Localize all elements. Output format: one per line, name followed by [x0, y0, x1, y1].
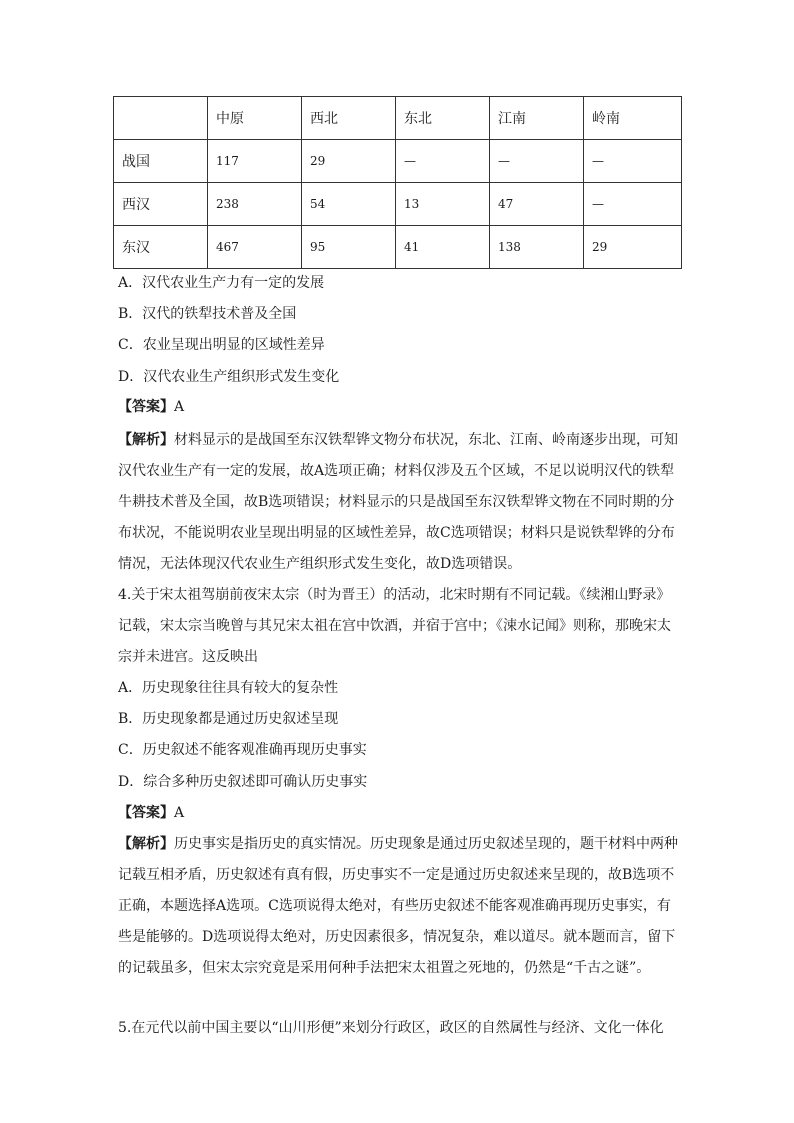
table-cell: 117	[208, 140, 302, 183]
table-cell: 238	[208, 183, 302, 226]
answer-value: A	[174, 399, 185, 415]
table-cell: —	[584, 140, 682, 183]
q3-option-b: B．汉代的铁犁技术普及全国	[118, 306, 297, 322]
table-row	[114, 183, 682, 226]
q4-option-a: A．历史现象往往具有较大的复杂性	[118, 680, 339, 696]
q3-option-c: C．农业呈现出明显的区域性差异	[118, 337, 325, 353]
answer-label: 【答案】	[118, 805, 174, 821]
table-header-cell: 江南	[490, 97, 584, 140]
table-header-cell: 东北	[396, 97, 490, 140]
stem-line: 5.在元代以前中国主要以“山川形便”来划分行政区，政区的自然属性与经济、文化一体化	[118, 1020, 664, 1036]
q4-option-d: D．综合多种历史叙述即可确认历史事实	[118, 774, 368, 790]
table-cell: —	[584, 183, 682, 226]
iron-plough-distribution-table	[113, 96, 682, 269]
table-header-cell: 中原	[208, 97, 302, 140]
table-cell: 467	[208, 226, 302, 269]
q4-option-c: C．历史叙述不能客观准确再现历史事实	[118, 742, 367, 758]
analysis-label: 【解析】	[118, 432, 174, 448]
table-cell: 13	[396, 183, 490, 226]
answer-value: A	[174, 805, 185, 821]
table-cell: 95	[302, 226, 396, 269]
stem-line: 4.关于宋太祖驾崩前夜宋太宗（时为晋王）的活动，北宋时期有不同记载。《续湘山野录》	[118, 587, 671, 603]
table-row	[114, 226, 682, 269]
analysis-line: 的记载虽多，但宋太宗究竟是采用何种手法把宋太祖置之死地的，仍然是“千古之谜”。	[118, 960, 651, 976]
analysis-line: 牛耕技术普及全国，故B选项错误；材料显示的只是战国至东汉铁犁铧文物在不同时期的分	[118, 494, 675, 510]
table-cell: —	[396, 140, 490, 183]
stem-line: 宗并未进宫。这反映出	[118, 649, 258, 665]
table-cell: —	[490, 140, 584, 183]
table-row	[114, 140, 682, 183]
table-header-cell: 西北	[302, 97, 396, 140]
analysis-line: 正确，本题选择A选项。C选项说得太绝对，有些历史叙述不能客观准确再现历史事实，有	[118, 898, 671, 914]
q4-analysis	[118, 829, 678, 984]
table-cell: 41	[396, 226, 490, 269]
q3-option-a: A．汉代农业生产力有一定的发展	[118, 275, 325, 291]
table-cell: 138	[490, 226, 584, 269]
analysis-label: 【解析】	[118, 836, 174, 852]
q4-stem	[118, 580, 678, 673]
table-row-label: 战国	[114, 140, 208, 183]
table-row-label: 西汉	[114, 183, 208, 226]
q3-analysis	[118, 425, 678, 580]
analysis-line: 布状况，不能说明农业呈现出明显的区域性差异，故C选项错误；材料只是说铁犁铧的分布	[118, 525, 675, 541]
analysis-line: 情况，无法体现汉代农业生产组织形式发生变化，故D选项错误。	[118, 556, 522, 572]
q4-option-b: B．历史现象都是通过历史叙述呈现	[118, 711, 339, 727]
answer-label: 【答案】	[118, 399, 174, 415]
table-cell: 54	[302, 183, 396, 226]
table-row-label: 东汉	[114, 226, 208, 269]
table-header-cell	[114, 97, 208, 140]
q5-stem	[118, 1013, 678, 1044]
analysis-line: 些是能够的。D选项说得太绝对，历史因素很多，情况复杂，难以道尽。就本题而言，留下	[118, 929, 676, 945]
analysis-line: 记载互相矛盾，历史叙述有真有假，历史事实不一定是通过历史叙述来呈现的，故B选项不	[118, 867, 675, 883]
table-cell: 29	[302, 140, 396, 183]
q3-answer	[118, 397, 184, 417]
q4-answer	[118, 803, 184, 823]
analysis-line: 汉代农业生产有一定的发展，故A选项正确；材料仅涉及五个区域，不足以说明汉代的铁犁	[118, 463, 675, 479]
table-header-row	[114, 97, 682, 140]
analysis-line: 【解析】材料显示的是战国至东汉铁犁铧文物分布状况，东北、江南、岭南逐步出现，可知	[118, 432, 678, 448]
table-header-cell: 岭南	[584, 97, 682, 140]
table-cell: 47	[490, 183, 584, 226]
stem-line: 记载，宋太宗当晚曾与其兄宋太祖在宫中饮酒，并宿于宫中；《涑水记闻》则称，那晚宋太	[118, 618, 671, 634]
table-cell: 29	[584, 226, 682, 269]
q3-option-d: D．汉代农业生产组织形式发生变化	[118, 369, 340, 385]
analysis-line: 【解析】历史事实是指历史的真实情况。历史现象是通过历史叙述呈现的，题干材料中两种	[118, 836, 678, 852]
